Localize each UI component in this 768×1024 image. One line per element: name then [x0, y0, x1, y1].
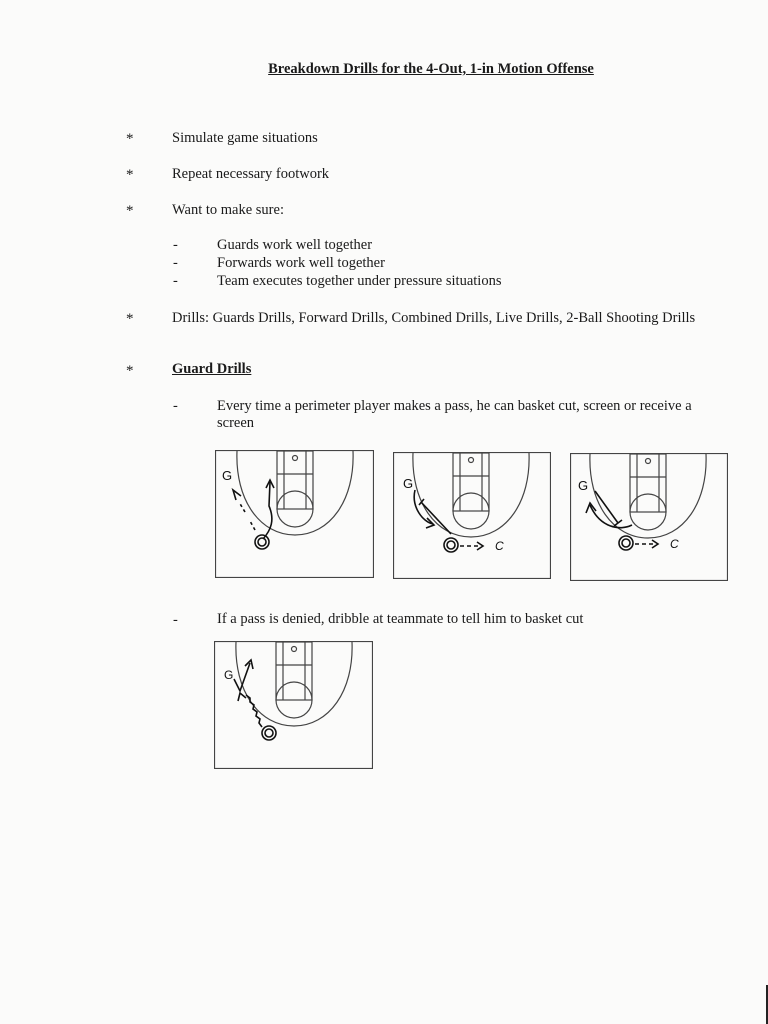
- guard-item-denied: If a pass is denied, dribble at teammate to tell him to basket cut: [217, 611, 584, 627]
- dash-marker: -: [173, 237, 178, 253]
- guard-item-pass-cont: screen: [217, 415, 255, 431]
- court-diagram-receive-screen: [570, 453, 728, 581]
- section-heading-guard-drills: Guard Drills: [172, 361, 252, 377]
- bullet-footwork: Repeat necessary footwork: [172, 166, 330, 182]
- player-label-c: C: [670, 537, 679, 551]
- sub-item-forwards: Forwards work well together: [217, 255, 385, 271]
- bullet-drills: Drills: Guards Drills, Forward Drills, Combined Drills, Live Drills, 2-Ball Shooting Drills: [172, 310, 696, 326]
- bullet-marker: *: [126, 363, 134, 379]
- court-diagram-basket-cut: [215, 450, 374, 578]
- player-label-g: G: [222, 468, 233, 483]
- guard-item-pass: Every time a perimeter player makes a pass, he can basket cut, screen or receive a: [217, 398, 692, 414]
- player-label-g: G: [224, 668, 234, 682]
- bullet-make-sure: Want to make sure:: [172, 202, 284, 218]
- player-label-g: G: [403, 476, 414, 491]
- dash-marker: -: [173, 398, 178, 414]
- court-diagram-dribble-at: [214, 641, 373, 769]
- sub-item-guards: Guards work well together: [217, 237, 373, 253]
- dash-marker: -: [173, 612, 178, 628]
- player-label-g: G: [578, 478, 589, 493]
- bullet-simulate: Simulate game situations: [172, 130, 318, 146]
- bullet-marker: *: [126, 131, 134, 147]
- bullet-marker: *: [126, 311, 134, 327]
- page-title: Breakdown Drills for the 4-Out, 1-in Motion Offense: [268, 61, 594, 77]
- court-diagram-screen: [393, 452, 551, 579]
- bullet-marker: *: [126, 203, 134, 219]
- dash-marker: -: [173, 273, 178, 289]
- bullet-marker: *: [126, 167, 134, 183]
- sub-item-team: Team executes together under pressure situations: [217, 273, 502, 289]
- player-label-c: C: [495, 539, 504, 553]
- dash-marker: -: [173, 255, 178, 271]
